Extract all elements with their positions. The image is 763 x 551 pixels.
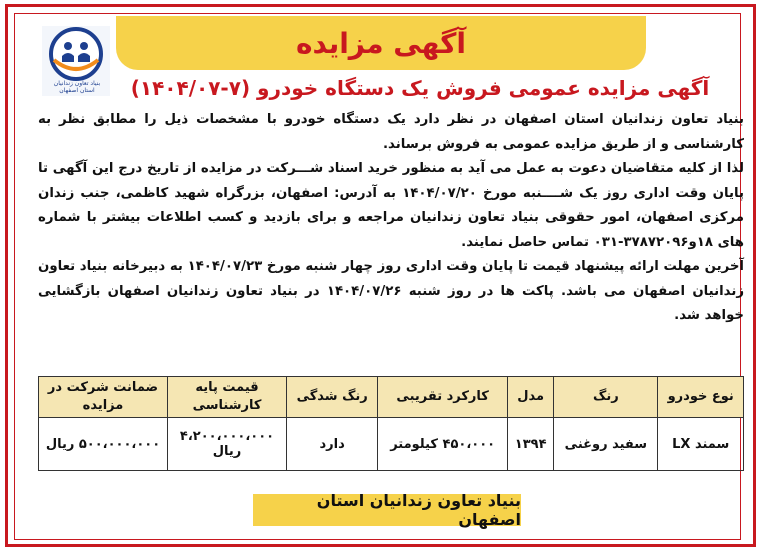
vehicle-table	[38, 376, 744, 471]
header-mileage: کارکرد تقریبی	[378, 377, 508, 418]
notice-subtitle: آگهی مزایده عمومی فروش یک دستگاه خودرو (۷-۱۴۰۴/۰۷)	[130, 76, 710, 100]
header-model: مدل	[507, 377, 553, 418]
body-paragraph-intro: بنیاد تعاون زندانیان استان اصفهان در نظر دارد یک دستگاه خودرو با مشخصات ذیل را مطابق نظر به کارشناسی و از طریق مزایده عمومی به فروش برساند.	[38, 112, 744, 152]
header-color: رنگ	[554, 377, 658, 418]
cell-color: سفید روغنی	[554, 418, 658, 471]
header-guarantee: ضمانت شرکت در مزایده	[39, 377, 168, 418]
notice-body	[38, 108, 744, 329]
cell-repaint: دارد	[287, 418, 378, 471]
logo-caption: بنیاد تعاون زندانیان استان اصفهان	[53, 80, 101, 94]
cell-base-price: ۴،۲۰۰،۰۰۰،۰۰۰ ریال	[168, 418, 287, 471]
header-vehicle-type: نوع خودرو	[658, 377, 744, 418]
footer-banner	[253, 491, 521, 529]
body-paragraph-deadline: آخرین مهلت ارائه پیشنهاد قیمت تا پایان وقت اداری روز چهار شنبه مورخ ۱۴۰۴/۰۷/۲۳ به دبیرخانه بنیاد تعاون زندانیان اصفهان می باشد. پاکت ها در روز شنبه ۱۴۰۴/۰۷/۲۶ در بنیاد تعاون زندانیان اصفهان بازگشایی خواهد شد.	[38, 259, 744, 323]
table-row	[39, 418, 744, 471]
organization-logo-icon	[42, 26, 110, 82]
page-title: آگهی مزایده	[295, 26, 466, 60]
cell-mileage: ۴۵۰،۰۰۰ کیلومتر	[378, 418, 508, 471]
cell-model: ۱۳۹۴	[507, 418, 553, 471]
header-repaint: رنگ شدگی	[287, 377, 378, 418]
cell-guarantee: ۵۰۰،۰۰۰،۰۰۰ ریال	[39, 418, 168, 471]
table-header-row	[39, 377, 744, 418]
header-base-price: قیمت پایه کارشناسی	[168, 377, 287, 418]
header-banner	[116, 16, 646, 70]
cell-vehicle-type: سمند LX	[658, 418, 744, 471]
body-paragraph-documents: لذا از کلیه متقاضیان دعوت به عمل می آید به منظور خرید اسناد شـــرکت در مزایده از تاریخ درج این آگهی تا پایان وقت اداری روز یک شــــنبه مورخ ۱۴۰۴/۰۷/۲۰ به آدرس: اصفهان، بزرگراه شهید کاظمی، جنب زندان مرکزی اصفهان، امور حقوقی بنیاد تعاون زندانیان مراجعه و برای بازدید و کسب اطلاعات بیشتر با شماره های ۱۸و۳۷۸۷۲۰۹۶-۰۳۱ تماس حاصل نمایند.	[38, 161, 745, 250]
footer-organization-name: بنیاد تعاون زندانیان استان اصفهان	[316, 491, 521, 529]
